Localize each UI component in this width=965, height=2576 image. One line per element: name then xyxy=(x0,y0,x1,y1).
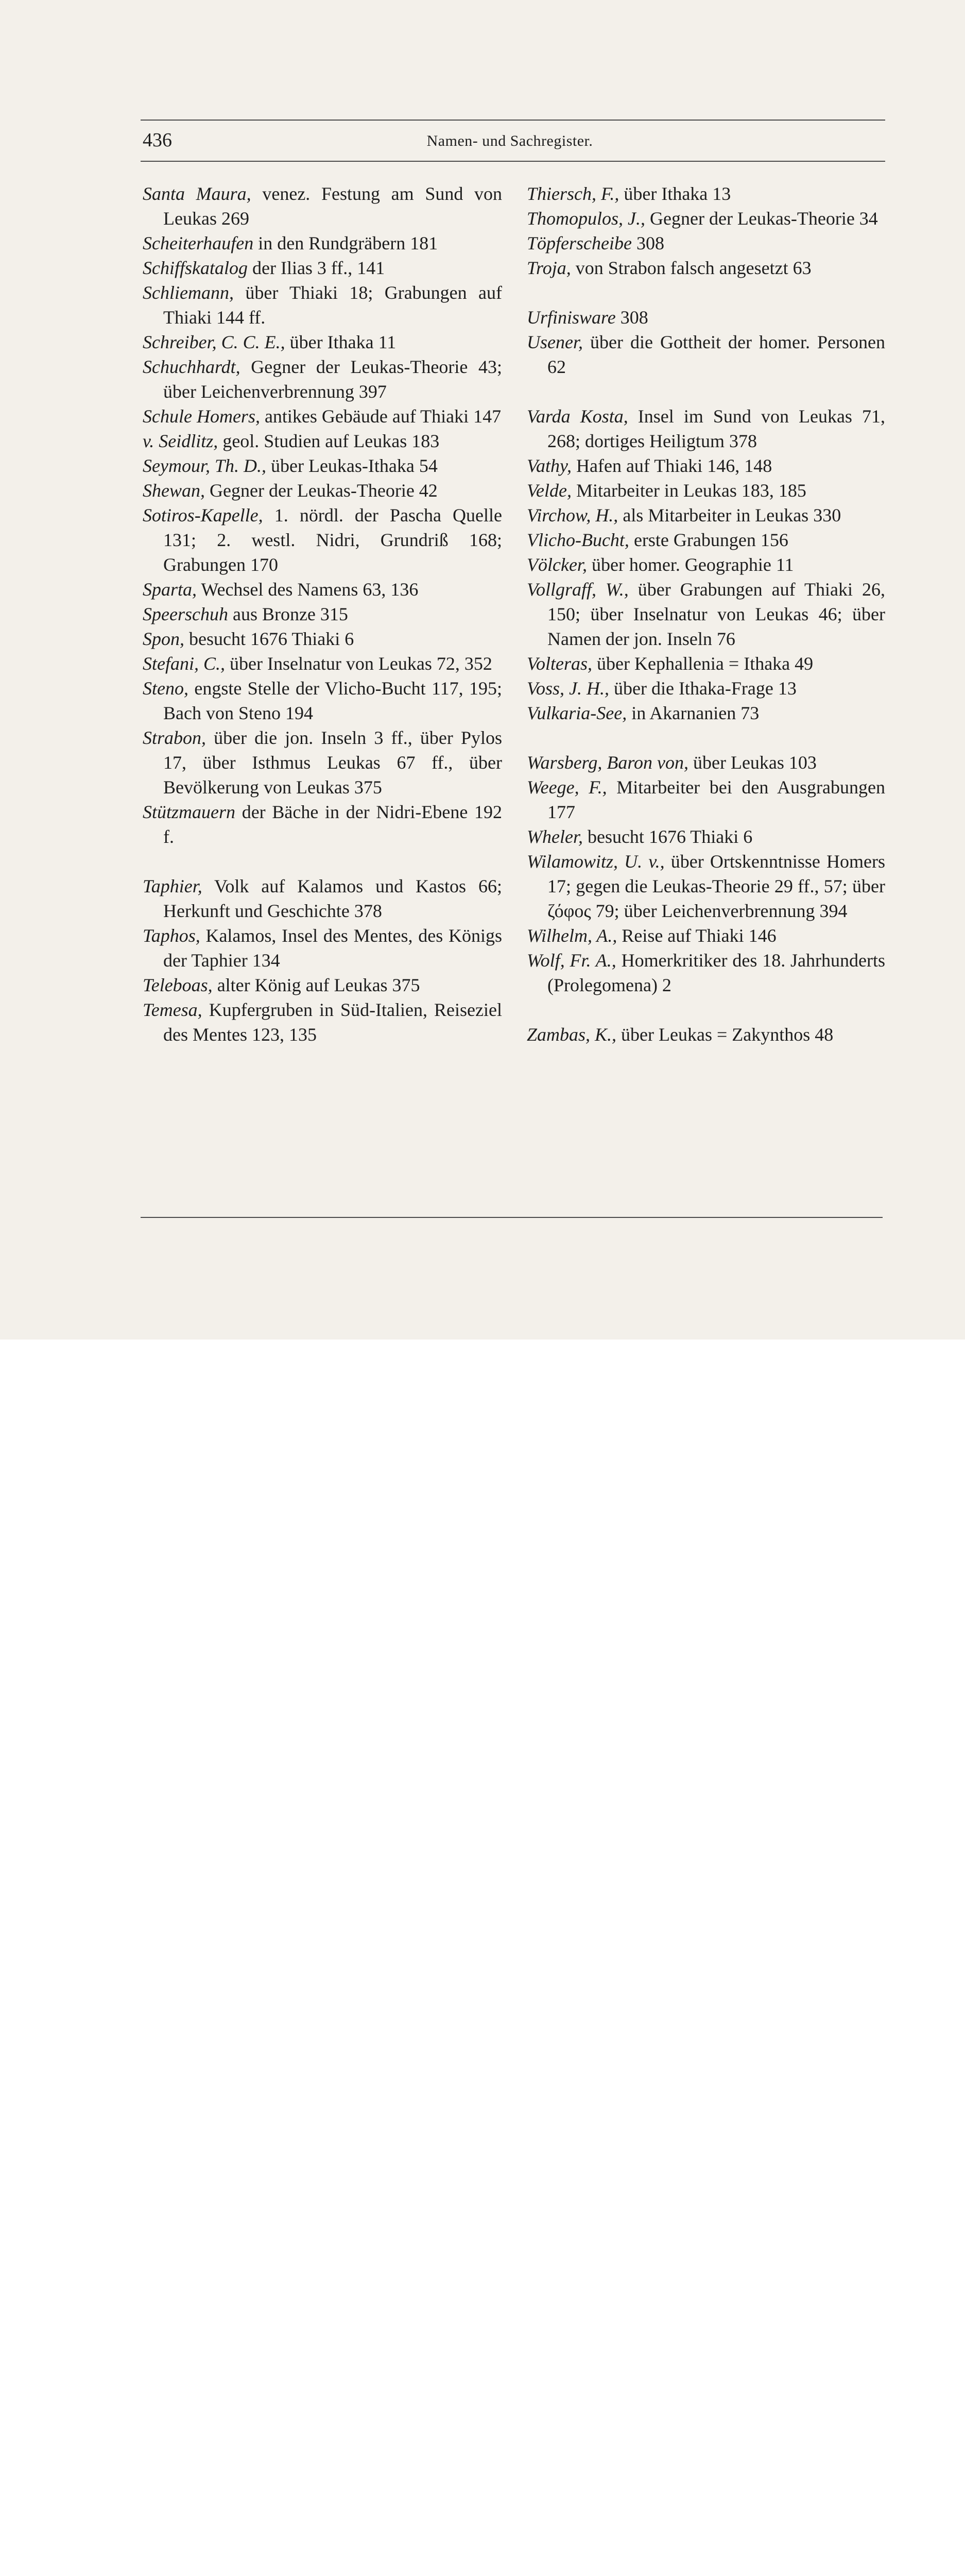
index-entry xyxy=(143,453,502,478)
index-entry xyxy=(143,330,502,354)
index-entry xyxy=(143,577,502,602)
entry-term: Urfinisware xyxy=(527,307,616,328)
running-head: Namen- und Sachregister. xyxy=(426,132,593,149)
index-entry xyxy=(527,478,885,503)
index-entry xyxy=(143,231,502,256)
entry-term: Taphier, xyxy=(143,876,202,896)
index-entry xyxy=(527,206,885,231)
entry-term: Stefani, C., xyxy=(143,653,225,674)
index-entry xyxy=(143,651,502,676)
entry-term: Thiersch, F., xyxy=(527,183,619,204)
entry-term: Schiffskatalog xyxy=(143,258,248,278)
page-number: 436 xyxy=(143,129,172,151)
entry-text: über Leukas = Zakynthos 48 xyxy=(616,1024,834,1045)
entry-term: Warsberg, Baron von, xyxy=(527,752,688,773)
entry-term: Wilamowitz, U. v., xyxy=(527,851,665,872)
entry-text: antikes Gebäude auf Thiaki 147 xyxy=(260,406,502,427)
entry-term: Sotiros-Kapelle, xyxy=(143,505,263,526)
entry-term: Wolf, Fr. A., xyxy=(527,950,616,971)
entry-text: über die Gottheit der homer. Personen 62 xyxy=(547,332,885,377)
entry-term: Steno, xyxy=(143,678,188,699)
entry-text: Wechsel des Namens 63, 136 xyxy=(197,579,419,600)
entry-text: Kalamos, Insel des Mentes, des Königs der Taphier 134 xyxy=(163,925,502,971)
entry-term: Seymour, Th. D., xyxy=(143,455,266,476)
entry-text: 1. nördl. der Pascha Quelle 131; 2. westl. Nidri, Grundriß 168; Grabungen 170 xyxy=(163,505,502,575)
index-entry xyxy=(143,602,502,626)
index-entry xyxy=(143,923,502,973)
entry-text: in Akarnanien 73 xyxy=(627,703,760,723)
entry-term: Schuchhardt, xyxy=(143,357,240,377)
entry-text: Volk auf Kalamos und Kastos 66; Herkunft und Geschichte 378 xyxy=(163,876,502,921)
entry-term: Sparta, xyxy=(143,579,197,600)
top-rule xyxy=(141,120,885,121)
index-entry xyxy=(527,676,885,701)
index-entry xyxy=(527,528,885,552)
index-entry xyxy=(527,552,885,577)
entry-term: Stützmauern xyxy=(143,802,235,822)
entry-text: über homer. Geographie 11 xyxy=(587,554,794,575)
entry-text: über Inselnatur von Leukas 72, 352 xyxy=(225,653,492,674)
index-entry xyxy=(143,181,502,231)
entry-text: als Mitarbeiter in Leukas 330 xyxy=(618,505,841,526)
section-gap xyxy=(527,379,885,404)
entry-text: über Leukas 103 xyxy=(688,752,817,773)
entry-term: Völcker, xyxy=(527,554,587,575)
entry-term: Troja, xyxy=(527,258,571,278)
entry-text: von Strabon falsch angesetzt 63 xyxy=(571,258,812,278)
index-entry xyxy=(527,849,885,923)
section-gap xyxy=(143,849,502,874)
entry-term: Santa Maura, xyxy=(143,183,251,204)
left-column xyxy=(143,181,502,1047)
index-entry xyxy=(527,824,885,849)
header-rule xyxy=(141,161,885,162)
entry-text: über die Ithaka-Frage 13 xyxy=(609,678,797,699)
entry-text: 308 xyxy=(615,307,648,328)
section-gap xyxy=(527,997,885,1022)
entry-text: venez. Festung am Sund von Leukas 269 xyxy=(163,183,503,229)
entry-term: v. Seidlitz, xyxy=(143,431,218,451)
entry-text: über Kephallenia = Ithaka 49 xyxy=(592,653,814,674)
entry-term: Taphos, xyxy=(143,925,200,946)
entry-text: Reise auf Thiaki 146 xyxy=(617,925,777,946)
entry-text: 308 xyxy=(631,233,664,253)
entry-text: erste Grabungen 156 xyxy=(629,530,788,550)
index-entry xyxy=(527,701,885,725)
index-entry xyxy=(527,305,885,330)
entry-term: Scheiterhaufen xyxy=(143,233,254,253)
index-entry xyxy=(143,874,502,923)
index-entry xyxy=(143,800,502,849)
index-entry xyxy=(143,676,502,725)
entry-term: Voss, J. H., xyxy=(527,678,609,699)
entry-text: über die jon. Inseln 3 ff., über Pylos 17, über Isthmus Leukas 67 ff., über Bevölkerung von Leukas 375 xyxy=(163,727,502,798)
index-entry xyxy=(527,181,885,206)
entry-term: Vlicho-Bucht, xyxy=(527,530,629,550)
entry-text: über Ithaka 11 xyxy=(285,332,397,352)
entry-term: Töpferscheibe xyxy=(527,233,632,253)
index-entry xyxy=(143,354,502,404)
entry-text: über Grabungen auf Thiaki 26, 150; über Inselnatur von Leukas 46; über Namen der jon. Inseln 76 xyxy=(547,579,885,649)
entry-term: Teleboas, xyxy=(143,975,213,995)
entry-text: über Leukas-Ithaka 54 xyxy=(266,455,438,476)
index-entry xyxy=(527,330,885,379)
entry-term: Volteras, xyxy=(527,653,593,674)
entry-text: über Ithaka 13 xyxy=(619,183,731,204)
entry-text: engste Stelle der Vlicho-Bucht 117, 195; Bach von Steno 194 xyxy=(163,678,502,723)
index-entry xyxy=(143,725,502,800)
entry-term: Schule Homers, xyxy=(143,406,260,427)
entry-text: Hafen auf Thiaki 146, 148 xyxy=(572,455,772,476)
entry-text: der Ilias 3 ff., 141 xyxy=(247,258,385,278)
entry-text: Mitarbeiter bei den Ausgrabungen 177 xyxy=(547,777,886,822)
index-entry xyxy=(143,478,502,503)
index-entry xyxy=(527,1022,885,1047)
entry-term: Shewan, xyxy=(143,480,205,501)
entry-term: Varda Kosta, xyxy=(527,406,628,427)
index-entry xyxy=(143,503,502,577)
entry-text: Kupfergruben in Süd-Italien, Reiseziel des Mentes 123, 135 xyxy=(163,999,502,1045)
entry-text: Homerkritiker des 18. Jahrhunderts (Prolegomena) 2 xyxy=(547,950,885,995)
entry-text: aus Bronze 315 xyxy=(228,604,348,624)
index-entry xyxy=(143,280,502,330)
entry-text: Gegner der Leukas-Theorie 34 xyxy=(645,208,878,229)
index-entry xyxy=(527,256,885,280)
entry-term: Wilhelm, A., xyxy=(527,925,617,946)
index-entry xyxy=(527,948,885,997)
entry-term: Zambas, K., xyxy=(527,1024,617,1045)
index-entry xyxy=(527,404,885,453)
index-entry xyxy=(527,750,885,775)
entry-term: Spon, xyxy=(143,629,184,649)
bottom-rule xyxy=(141,1217,883,1218)
index-entry xyxy=(143,997,502,1047)
entry-term: Speerschuh xyxy=(143,604,228,624)
index-entry xyxy=(143,626,502,651)
section-gap xyxy=(527,725,885,750)
index-entry xyxy=(527,923,885,948)
entry-text: Mitarbeiter in Leukas 183, 185 xyxy=(571,480,806,501)
index-entry xyxy=(143,429,502,453)
entry-term: Vulkaria-See, xyxy=(527,703,627,723)
entry-text: Gegner der Leukas-Theorie 42 xyxy=(205,480,438,501)
entry-term: Wheler, xyxy=(527,826,583,847)
entry-term: Velde, xyxy=(527,480,572,501)
index-entry xyxy=(143,973,502,997)
entry-term: Thomopulos, J., xyxy=(527,208,646,229)
right-column xyxy=(527,181,885,1047)
entry-text: besucht 1676 Thiaki 6 xyxy=(184,629,354,649)
entry-text: über Thiaki 18; Grabungen auf Thiaki 144 ff. xyxy=(163,282,502,328)
entry-term: Strabon, xyxy=(143,727,206,748)
entry-text: in den Rundgräbern 181 xyxy=(253,233,438,253)
entry-text: Gegner der Leukas-Theorie 43; über Leichenverbrennung 397 xyxy=(163,357,502,402)
entry-text: geol. Studien auf Leukas 183 xyxy=(218,431,440,451)
section-gap xyxy=(527,280,885,305)
entry-text: alter König auf Leukas 375 xyxy=(212,975,420,995)
entry-text: Insel im Sund von Leukas 71, 268; dortiges Heiligtum 378 xyxy=(547,406,885,451)
index-entry xyxy=(143,404,502,429)
index-entry xyxy=(527,503,885,528)
entry-term: Schreiber, C. C. E., xyxy=(143,332,285,352)
index-entry xyxy=(527,453,885,478)
entry-term: Usener, xyxy=(527,332,583,352)
entry-term: Vollgraff, W., xyxy=(527,579,629,600)
entry-text: der Bäche in der Nidri-Ebene 192 f. xyxy=(163,802,502,847)
footer xyxy=(0,1340,965,1425)
entry-term: Vathy, xyxy=(527,455,572,476)
entry-term: Schliemann, xyxy=(143,282,234,303)
entry-term: Virchow, H., xyxy=(527,505,618,526)
index-entry xyxy=(527,651,885,676)
entry-term: Weege, F., xyxy=(527,777,607,798)
index-entry xyxy=(143,256,502,280)
index-entry xyxy=(527,231,885,256)
entry-term: Temesa, xyxy=(143,999,202,1020)
index-entry xyxy=(527,775,885,824)
index-entry xyxy=(527,577,885,651)
entry-text: besucht 1676 Thiaki 6 xyxy=(582,826,753,847)
entry-text: über Ortskenntnisse Homers 17; gegen die Leukas-Theorie 29 ff., 57; über ζόφος 79; über Leichenverbrennung 394 xyxy=(547,851,886,921)
